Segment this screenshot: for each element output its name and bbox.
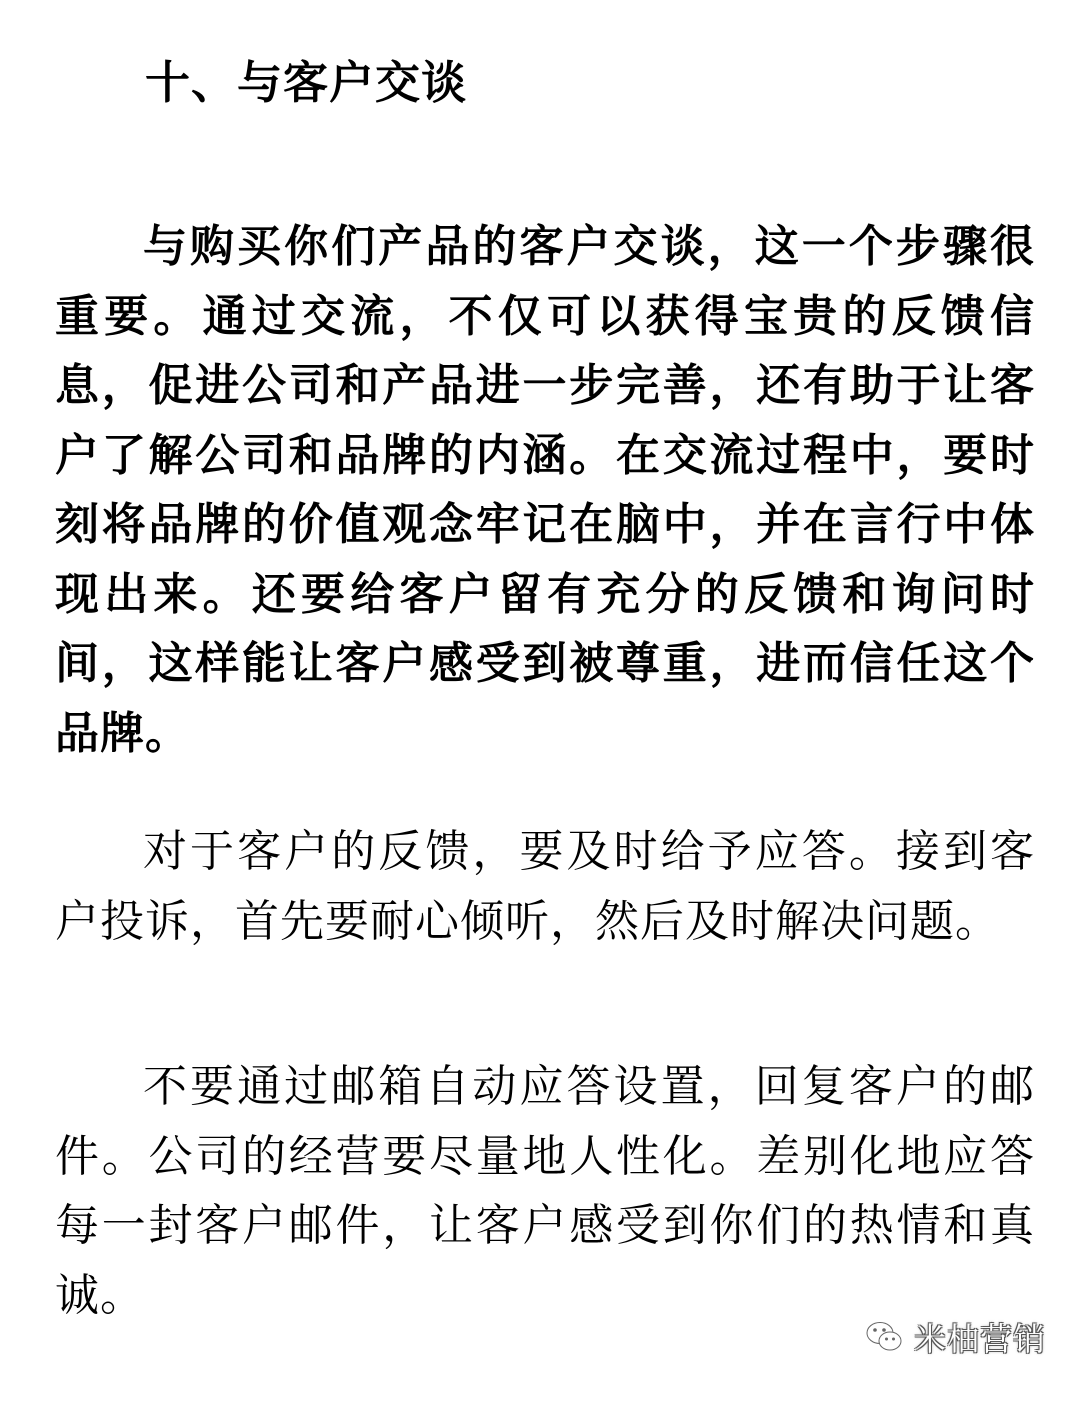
wechat-icon: [864, 1319, 904, 1355]
section-heading: 十、与客户交谈: [145, 56, 468, 109]
watermark-text: 米柚营销: [913, 1320, 1046, 1358]
watermark: [864, 1312, 1046, 1362]
paragraph: 对于客户的反馈，要及时给予应答。接到客户投诉，首先要耐心倾听，然后及时解决问题。: [55, 826, 1035, 947]
paragraph-bold: 与购买你们产品的客户交谈，这一个步骤很重要。通过交流，不仅可以获得宝贵的反馈信息，促进公司和产品进一步完善，还有助于让客户了解公司和品牌的内涵。在交流过程中，要时刻将品牌的价值观念牢记在脑中，并在言行中体现出来。还要给客户留有充分的反馈和询问时间，这样能让客户感受到被尊重，进而信任这个品牌。: [55, 221, 1035, 759]
paragraph: 不要通过邮箱自动应答设置，回复客户的邮件。公司的经营要尽量地人性化。差别化地应答每一封客户邮件，让客户感受到你们的热情和真诚。: [55, 1061, 1035, 1321]
